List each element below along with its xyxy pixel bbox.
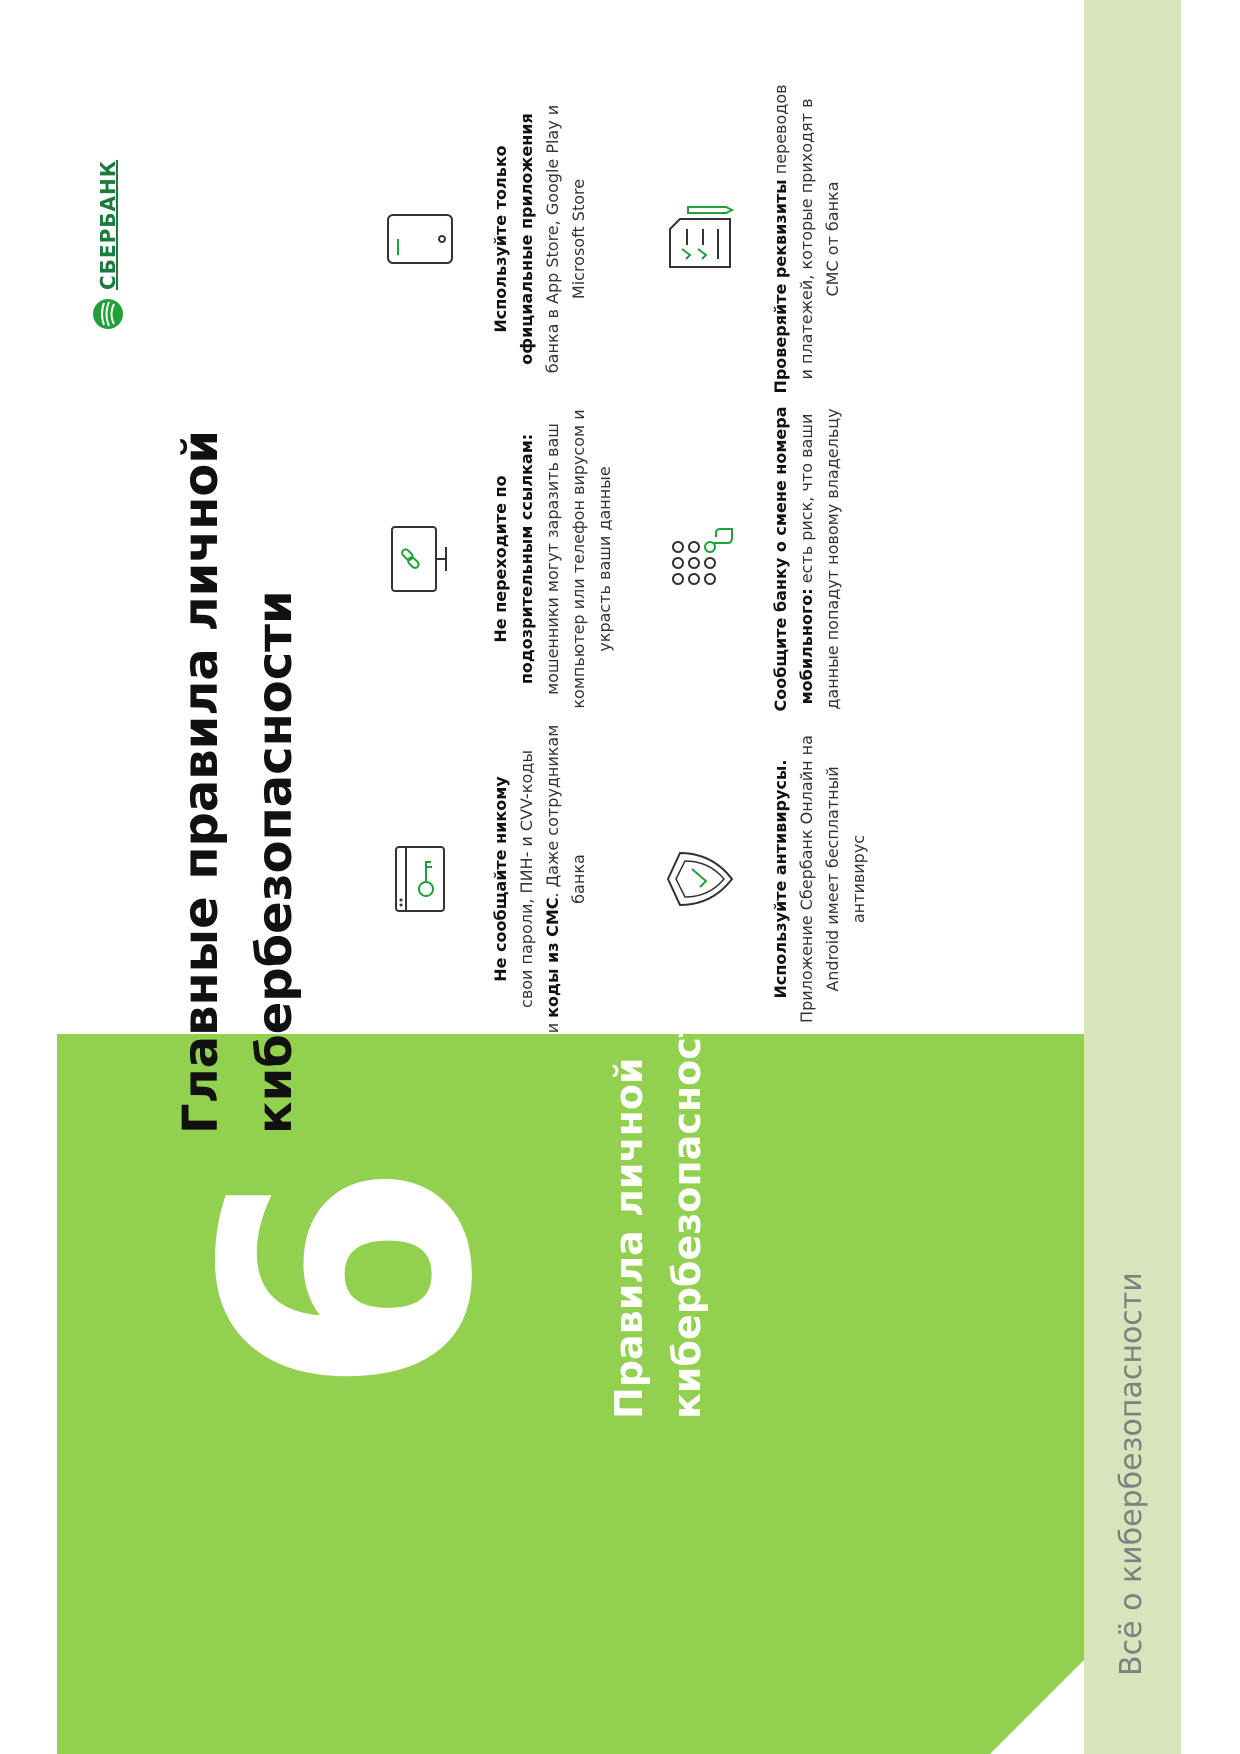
rule-card-official-apps bbox=[380, 84, 592, 394]
panel-subtitle bbox=[600, 988, 716, 1419]
rule-text: Сообщите банку о смене номера мобильного: есть риск, что ваши данные попадут новому владельцу bbox=[771, 406, 842, 712]
rule-text: Используйте антивирусы. Приложение Сбербанк Онлайн на Android имеет бесплатный антивирус bbox=[771, 735, 868, 1023]
link-icon bbox=[380, 519, 460, 599]
title-line2: кибербезопасности bbox=[247, 590, 303, 1134]
rule-text: Проверяйте реквизиты переводов и платежей, которые приходят в СМС от банка bbox=[771, 84, 842, 394]
rule-text: Не переходите по подозрительным ссылкам: мошенники могут заразить ваш компьютер или телефон вирусом и украсть ваши данные bbox=[491, 409, 614, 709]
sberbank-logo bbox=[92, 30, 132, 330]
smartphone-icon bbox=[380, 199, 460, 279]
section-number: 6 bbox=[152, 1160, 548, 1398]
rule-card-antivirus bbox=[660, 724, 872, 1034]
keypad-icon bbox=[660, 519, 740, 599]
key-icon bbox=[380, 839, 460, 919]
footer-text: Всё о кибербезопасности bbox=[1114, 1272, 1149, 1676]
rule-card-payment-details bbox=[660, 84, 846, 394]
title-line1: Главные правила личной bbox=[173, 429, 229, 1134]
sberbank-logo-icon bbox=[92, 298, 124, 330]
checklist-icon bbox=[660, 199, 740, 279]
shield-icon bbox=[660, 839, 740, 919]
rule-card-phone-number bbox=[660, 404, 846, 714]
panel-subtitle-line1: Правила личной bbox=[607, 1057, 651, 1419]
rule-text: Не сообщайте никому свои пароли, ПИН- и CVV-коды и коды из СМС. Даже сотрудникам банка bbox=[491, 724, 588, 1034]
page-title bbox=[164, 0, 312, 1134]
panel-subtitle-line2: кибербезопасности bbox=[665, 988, 709, 1419]
rule-text: Используйте только официальные приложения банка в App Store, Google Play и Microsoft Store bbox=[491, 104, 588, 374]
sberbank-logo-text: СБЕРБАНК bbox=[96, 159, 120, 290]
rule-card-links bbox=[380, 404, 618, 714]
rule-card-passwords bbox=[380, 724, 592, 1034]
